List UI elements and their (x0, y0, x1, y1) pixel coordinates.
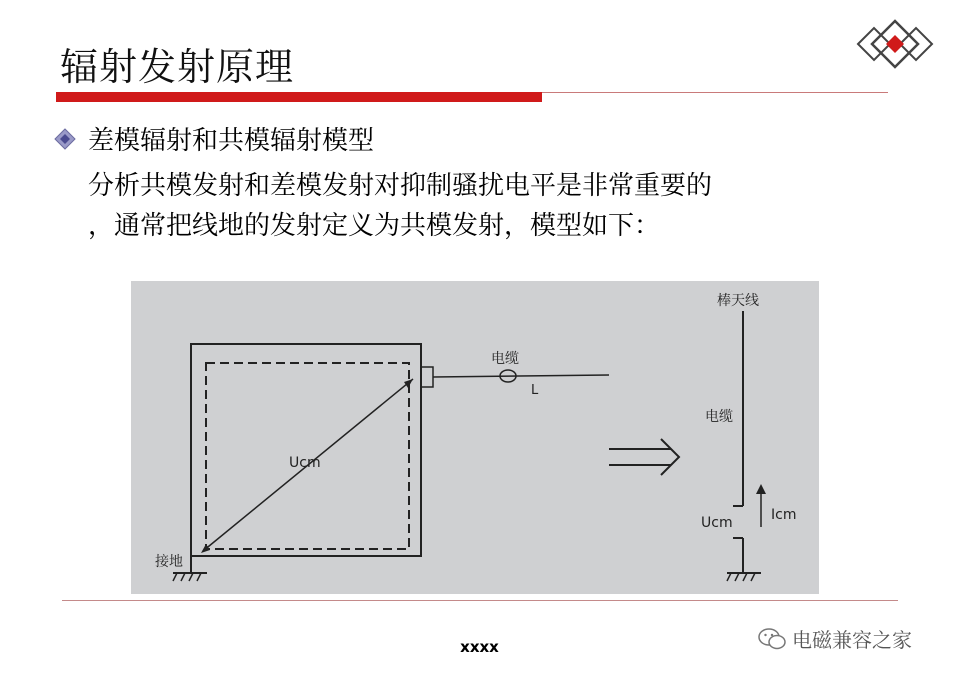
watermark (758, 624, 912, 653)
bullet-text: 差模辐射和共模辐射模型 (88, 126, 375, 156)
cable-length-label: L (531, 383, 539, 398)
antenna-label: 棒天线 (717, 293, 759, 309)
wechat-icon (758, 627, 786, 651)
cable-side-label: 电缆 (705, 409, 733, 425)
page-title: 辐射发射原理 (60, 45, 295, 89)
paragraph-line-1: 分析共模发射和差模发射对抑制骚扰电平是非常重要的 (88, 171, 713, 201)
footer-text: xxxx (460, 638, 499, 656)
model-figure (131, 281, 819, 594)
cable-top-label: 电缆 (491, 351, 519, 367)
bullet-item (54, 120, 374, 157)
company-logo (850, 14, 940, 74)
watermark-text: 电磁兼容之家 (792, 628, 912, 652)
voltage-label: Ucm (289, 455, 321, 471)
current-label: Icm (771, 507, 797, 523)
diamond-bullet-icon (54, 128, 76, 150)
body-paragraph (88, 166, 868, 246)
voltage-right-label: Ucm (701, 515, 733, 531)
footer-divider (62, 600, 898, 601)
title-accent-bar (56, 92, 542, 102)
paragraph-line-2: ，通常把线地的发射定义为共模发射，模型如下： (88, 211, 661, 241)
ground-label: 接地 (155, 554, 183, 570)
model-diagram (131, 281, 819, 594)
